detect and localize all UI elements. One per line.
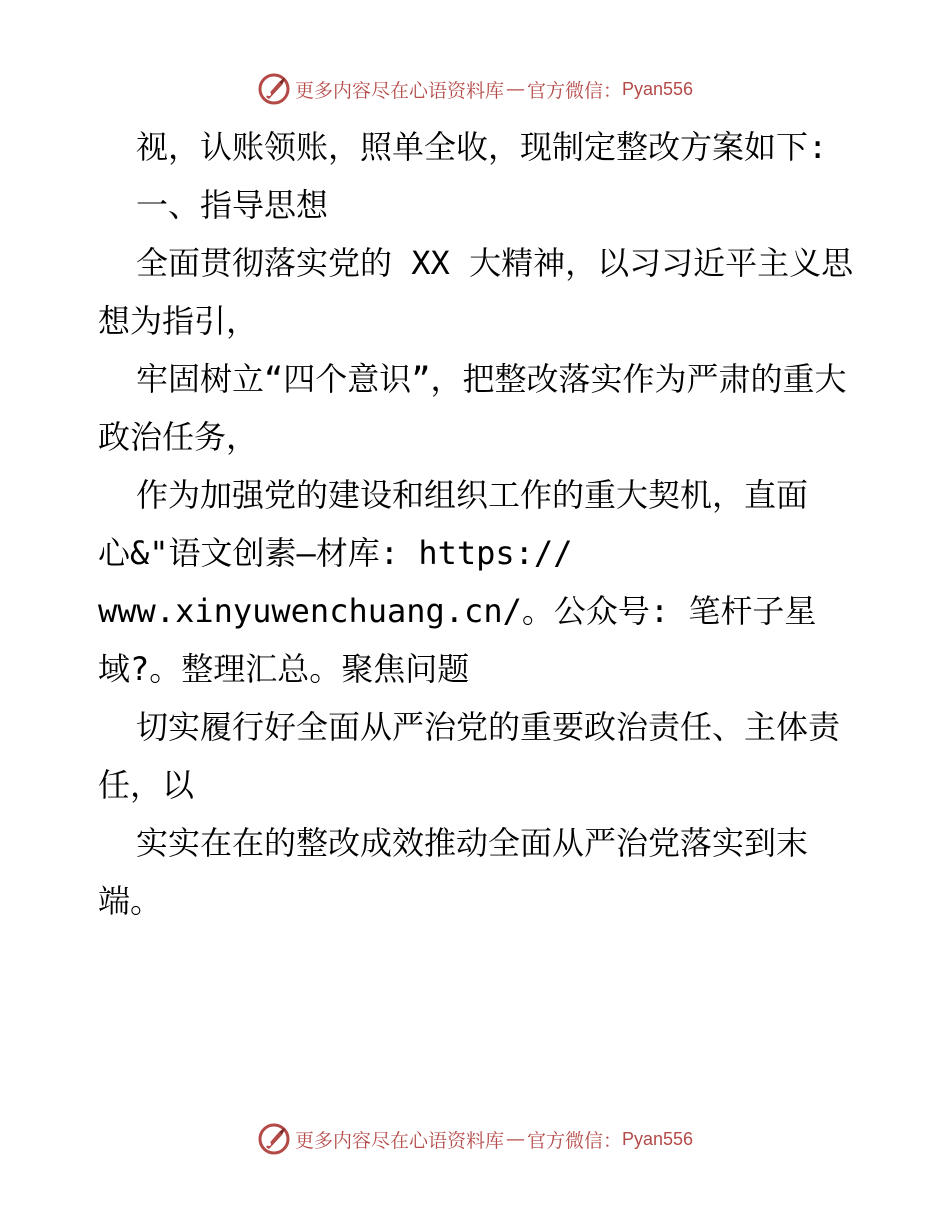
source-line-2: www.xinyuwenchuang.cn/。公众号: 笔杆子星 <box>98 592 817 630</box>
paragraph-guiding-2: 牢固树立“四个意识”，把整改落实作为严肃的重大政治任务， <box>98 360 847 456</box>
quill-logo-icon <box>257 1122 291 1156</box>
footer-site-text: 更多内容尽在心语资料库 <box>294 1129 504 1152</box>
header-wechat-label: 官方微信： <box>526 79 622 102</box>
footer-watermark-banner <box>0 1122 950 1156</box>
footer-separator: — <box>505 1128 525 1150</box>
header-wechat-id: Pyan556 <box>621 78 694 99</box>
footer-wechat-id: Pyan556 <box>621 1128 694 1149</box>
source-line-3: 域?。整理汇总。聚焦问题 <box>98 650 470 688</box>
source-line-1: 心&"语文创素—材库: https:// <box>98 534 573 572</box>
header-watermark-banner <box>0 72 950 106</box>
document-body <box>98 118 858 930</box>
paragraph-guiding-1: 全面贯彻落实党的 XX 大精神，以习习近平主义思想为指引， <box>98 244 854 340</box>
paragraph-responsibility: 切实履行好全面从严治党的重要政治责任、主体责任，以 <box>98 708 841 804</box>
quill-logo-icon <box>257 72 291 106</box>
footer-wechat-label: 官方微信： <box>526 1129 622 1152</box>
section-heading-guiding-thought: 一、指导思想 <box>136 186 329 224</box>
header-site-text: 更多内容尽在心语资料库 <box>294 79 504 102</box>
paragraph-intro: 视，认账领账，照单全收，现制定整改方案如下: <box>136 128 828 166</box>
paragraph-guiding-3: 作为加强党的建设和组织工作的重大契机，直面 <box>136 476 809 514</box>
header-separator: — <box>505 78 525 100</box>
paragraph-effect: 实实在在的整改成效推动全面从严治党落实到末端。 <box>98 824 809 920</box>
